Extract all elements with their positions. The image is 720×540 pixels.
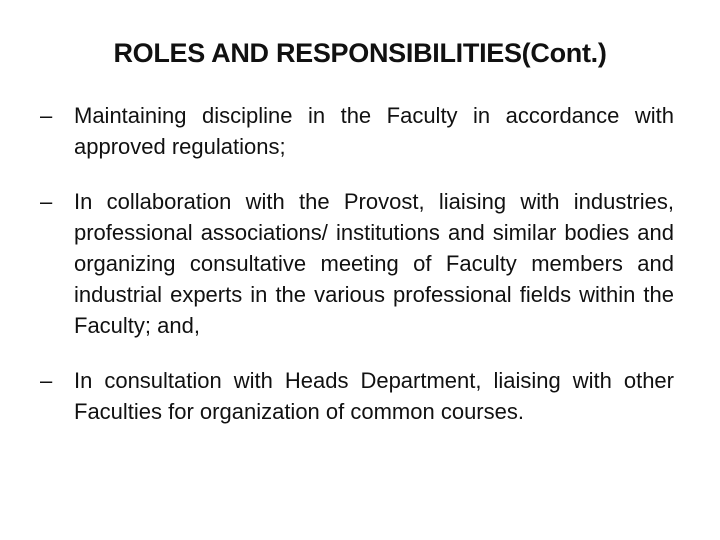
dash-icon: – xyxy=(40,368,53,393)
bullet-text: In consultation with Heads Department, liaising with other Faculties for organization of common courses. xyxy=(74,368,674,424)
bullet-text: In collaboration with the Provost, liaising with industries, professional associations/ institutions and similar bodies and organizing consultative meeting of Faculty members and industrial experts in the various professional fields within the Faculty; and, xyxy=(74,189,674,338)
bullet-item-discipline xyxy=(34,100,674,162)
slide-title: ROLES AND RESPONSIBILITIES(Cont.) xyxy=(113,38,607,68)
dash-icon: – xyxy=(40,103,53,128)
bullet-item-consultation xyxy=(34,365,674,427)
dash-icon: – xyxy=(40,189,53,214)
bullet-list xyxy=(34,100,674,451)
bullet-item-collaboration xyxy=(34,186,674,341)
bullet-text: Maintaining discipline in the Faculty in accordance with approved regulations; xyxy=(74,103,674,159)
